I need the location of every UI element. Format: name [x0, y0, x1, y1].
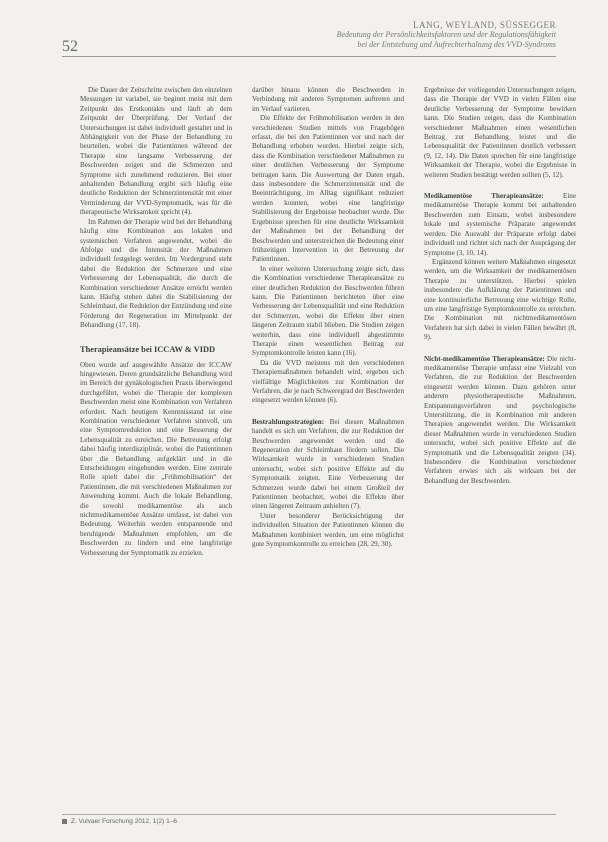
running-head-title-2: bei der Entstehung und Aufrechterhaltung des VVD-Syndroms — [357, 40, 556, 49]
run-in-heading: Nicht-medikamentöse Therapieansätze: — [424, 354, 545, 363]
column-1 — [80, 86, 232, 806]
page-number: 52 — [62, 38, 78, 55]
paragraph: darüber hinaus können die Beschwerden in Verbindung mit anderen Symptomen auftreten und im Verlauf variieren. — [252, 86, 404, 113]
header-rule — [62, 56, 556, 57]
footer — [62, 818, 177, 825]
footer-citation: Z. Vulvaer Forschung 2012, 1(2) 1–6 — [71, 818, 177, 825]
paragraph: Unter besonderer Berücksichtigung der individuellen Situation der Patientinnen können die Maßnahmen kombiniert werden, um eine möglichst gute Symptomkontrolle zu erreichen (28, 29, 30). — [252, 511, 404, 549]
run-in-heading: Bestrahlungsstrategien: — [252, 417, 325, 426]
paragraph: Oben wurde auf ausgewählte Ansätze der ICCAW hingewiesen. Deren grundsätzliche Behandlung wird im Bereich der gynäkologischen Praxis überwiegend durchgeführt, wobei die Therapie der komplexen Beschwerden meist eine Kombination von Verfahren erfordert. Nach heutigem Kenntnisstand ist eine Kombination verschiedener Verfahren sinnvoll, um eine Symptomreduktion und eine Besserung der Lebensqualität zu erreichen. Die Betreuung erfolgt dabei häufig interdisziplinär, wobei die Patientinnen über die Behandlung aufgeklärt und in die Entscheidungen eingebunden werden. Eine zentrale Rolle spielt dabei die „Frühmobilisation“ der Patientinnen, die mit verschiedenen Maßnahmen zur Anwendung kommt. Auch die lokale Behandlung, die sowohl medikamentöse als auch nichtmedikamentöse Ansätze umfasst, ist dabei von Bedeutung. Weiterhin werden entspannende und beruhigende Maßnahmen empfohlen, um die Beschwerden zu lindern und eine langfristige Verbesserung der Symptomatik zu erzielen. — [80, 360, 232, 557]
paragraph — [424, 355, 576, 487]
section-heading: Therapieansätze bei ICCAW & VIDD — [80, 344, 216, 354]
paragraph: Die Effekte der Frühmobilisation werden in den verschiedenen Studien mittels von Fragebögen erfasst, die bei den Patientinnen vor und nach der Behandlung erhoben wurden. Hierbei zeigte sich, dass die Kombination verschiedener Maßnahmen zu einer deutlichen Verbesserung der Symptome beitragen kann. Die Auswertung der Daten ergab, dass insbesondere die Schmerzintensität und die Beeinträchtigung im Alltag signifikant reduziert werden konnten, wobei eine langfristige Stabilisierung der Ergebnisse beobachtet wurde. Die Ergebnisse sprechen für eine deutliche Wirksamkeit der Maßnahmen bei der Behandlung der Beschwerden und unterstreichen die Bedeutung einer frühzeitigen Intervention in der Betreuung der Patientinnen. — [252, 114, 404, 264]
paragraph: Ergebnisse der vorliegenden Untersuchungen zeigen, dass die Therapie der VVD in vielen Fällen eine deutliche Verbesserung der Symptome bewirken kann. Die Studien zeigen, dass die Kombination verschiedener Maßnahmen einen wesentlichen Beitrag zur Behandlung leistet und die Lebensqualität der Patientinnen deutlich verbessert (9, 12, 14). Die Daten sprechen für eine langfristige Wirksamkeit der Therapie, wobei die Ergebnisse in weiteren Studien bestätigt werden sollten (5, 12). — [424, 86, 576, 179]
running-head — [256, 20, 556, 50]
paragraph: Die Dauer der Zeitschritte zwischen den einzelnen Messungen ist variabel, sie beginnt meist mit dem Zeitpunkt des Erstkontakts und läuft ab dem Zeitpunkt der Überprüfung. Der Verlauf der Untersuchungen ist dabei individuell gestaltet und in Abhängigkeit von der Phase der Behandlung zu beurteilen, wobei die Patientinnen während der Therapie eine langsame Verbesserung der Beschwerden zeigen und die Schmerzen und Symptome sich zunehmend reduzieren. Bei einer anhaltenden Behandlung ergibt sich häufig eine deutliche Reduktion der Schmerzintensität mit einer Verminderung der VVD-Symptomatik, was für die therapeutische Wirksamkeit spricht (4). — [80, 86, 232, 217]
paragraph-text: Eine medikamentöse Therapie kommt bei anhaltenden Beschwerden zum Einsatz, wobei insbesondere lokale und systemische Präparate angewendet werden. Die Auswahl der Präparate erfolgt dabei individuell und richtet sich nach der Ausprägung der Symptome (3, 10, 14). — [424, 192, 576, 257]
paragraph — [424, 192, 576, 258]
running-head-title-1: Bedeutung der Persönlichkeitsfaktoren und der Regulationsfähigkeit — [336, 30, 556, 39]
footer-rule — [62, 814, 556, 815]
column-2 — [252, 86, 404, 806]
run-in-heading: Medikamentöse Therapieansätze: — [424, 192, 544, 201]
paragraph-text: Die nicht-medikamentöse Therapie umfasst eine Vielzahl von Verfahren, die zur Reduktion der Beschwerden eingesetzt werden können. Dazu gehören unter anderem physiotherapeutische Maßnahmen, Entspannungsverfahren und psychologische Unterstützung, die in Kombination mit anderen Therapien angewendet werden. Die Wirksamkeit dieser Maßnahmen wurde in verschiedenen Studien untersucht, wobei sich positive Effekte auf die Symptomatik und die Lebensqualität zeigten (34). Insbesondere die Kombination verschiedener Verfahren erwies sich als wirksam bei der Behandlung der Beschwerden. — [424, 354, 576, 485]
paragraph: Im Rahmen der Therapie wird bei der Behandlung häufig eine Kombination aus lokalen und systemischen Verfahren angewendet, wobei die Abfolge und die Intensität der Maßnahmen individuell festgelegt werden. Im Vordergrund steht dabei die Reduktion der Schmerzen und eine Verbesserung der Lebensqualität, die durch die Kombination verschiedener Ansätze erreicht werden kann. Häufig stehen dabei die Stabilisierung der Schleimhaut, die Reduktion der Entzündung und eine Förderung der Regeneration im Mittelpunkt der Behandlung (17, 18). — [80, 217, 232, 330]
paragraph — [252, 418, 404, 512]
running-head-authors: LANG, WEYLAND, SÜSSEGGER — [413, 20, 556, 30]
column-3 — [424, 86, 576, 806]
article-columns — [80, 86, 576, 806]
paragraph-text: Bei diesen Maßnahmen handelt es sich um Verfahren, die zur Reduktion der Beschwerden angewendet werden und die Regeneration der Schleimhaut fördern sollen. Die Wirksamkeit wurde in verschiedenen Studien untersucht, wobei sich positive Effekte auf die Symptomatik zeigten. Eine Verbesserung der Schmerzen wurde dabei bei einem Großteil der Patientinnen beobachtet, wobei die Effekte über einen längeren Zeitraum anhielten (7). — [252, 417, 404, 511]
paragraph: In einer weiteren Untersuchung zeigte sich, dass die Kombination verschiedener Therapieansätze zu einer deutlichen Reduktion der Beschwerden führen kann. Die Patientinnen berichteten über eine Verbesserung der Lebensqualität und eine Reduktion der Schmerzen, wobei die Effekte über einen längeren Zeitraum stabil blieben. Die Studien zeigen weiterhin, dass eine individuell abgestimmte Therapie einen wesentlichen Beitrag zur Symptomkontrolle leisten kann (16). — [252, 264, 404, 358]
paragraph: Ergänzend können weitere Maßnahmen eingesetzt werden, um die Wirksamkeit der medikamentösen Therapie zu unterstützen. Hierbei spielen insbesondere die Aufklärung der Patientinnen und eine kontinuierliche Betreuung eine wichtige Rolle, um eine langfristige Symptomkontrolle zu erreichen. Die Kombination mit nichtmedikamentösen Verfahren hat sich dabei in vielen Fällen bewährt (8, 9). — [424, 257, 576, 342]
paragraph: Da die VVD meistens mit den verschiedenen Therapiemaßnahmen behandelt wird, ergeben sich vielfältige Möglichkeiten zur Kombination der Verfahren, die je nach Schweregrad der Beschwerden eingesetzt werden können (6). — [252, 358, 404, 405]
footer-square-icon — [62, 819, 67, 824]
